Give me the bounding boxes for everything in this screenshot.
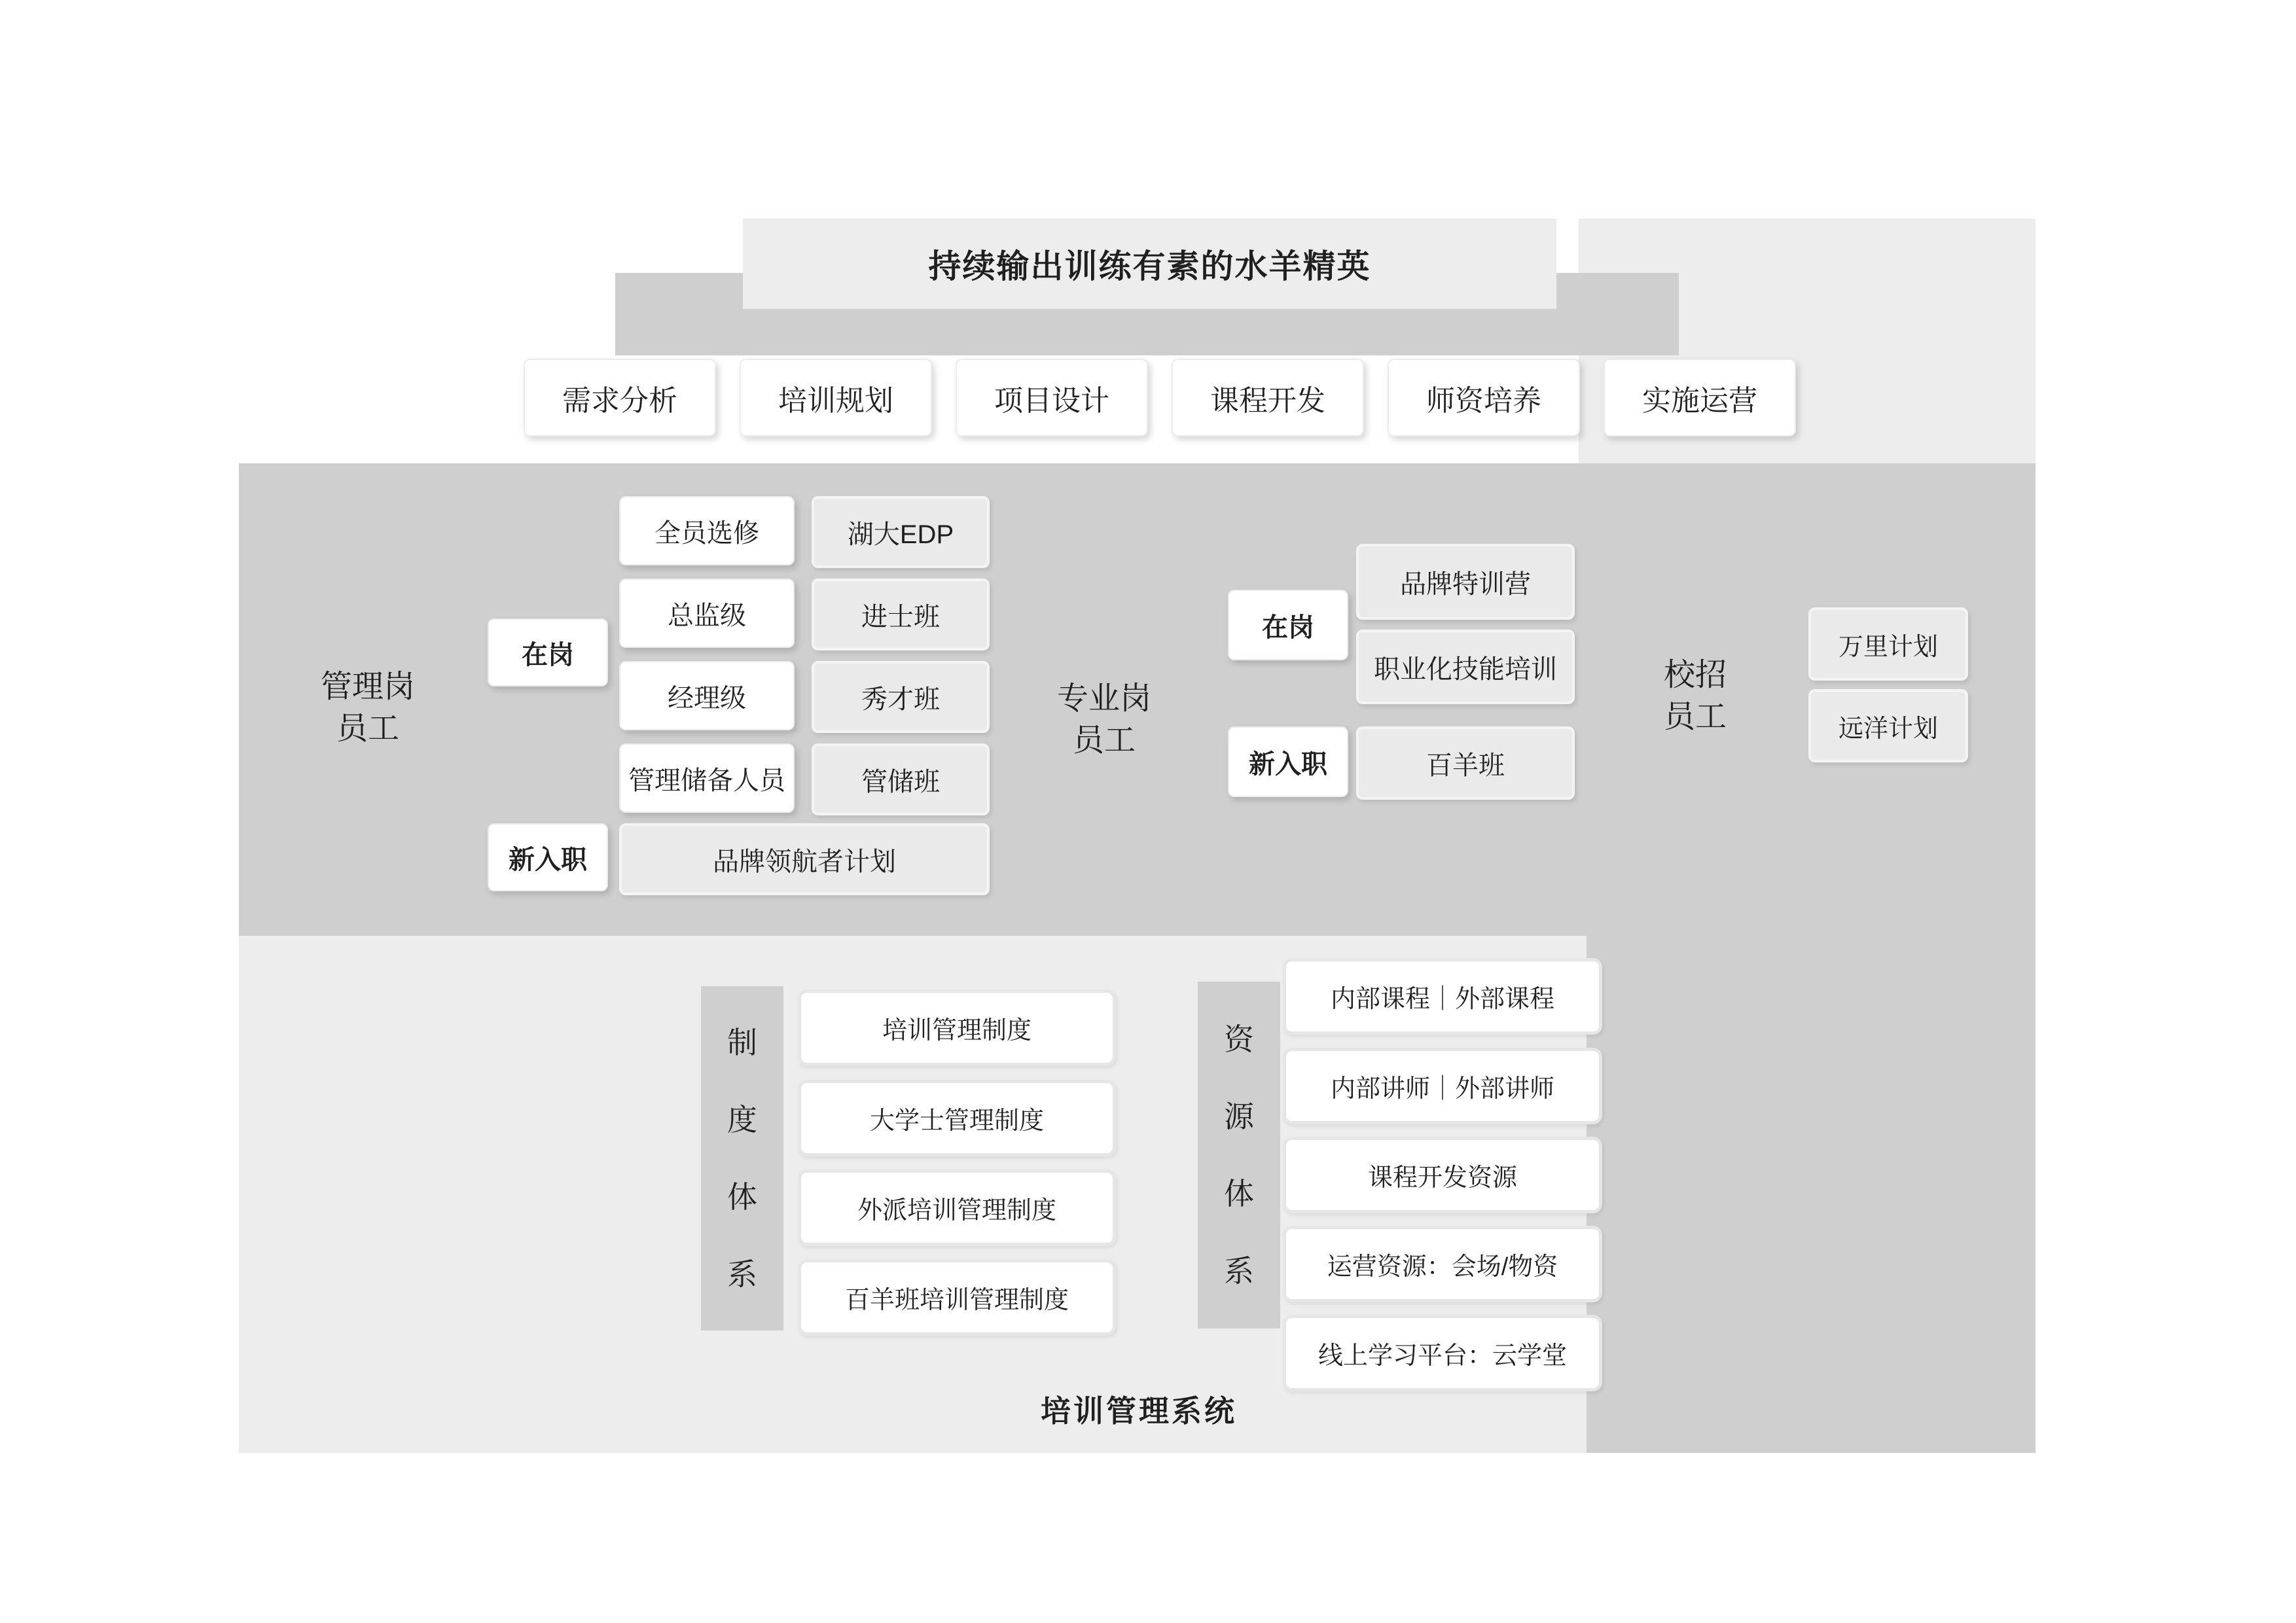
process-step-label: 培训规划 — [778, 384, 893, 417]
campus-label-line2: 员工 — [1663, 700, 1727, 734]
resource-item-label: 运营资源：会场/物资 — [1327, 1253, 1558, 1281]
training-management-system-label — [942, 1389, 1335, 1429]
institution-item-label: 外派培训管理制度 — [857, 1197, 1056, 1224]
professional-skill-training-box — [1356, 630, 1575, 704]
management-level-label: 总监级 — [668, 601, 746, 630]
process-step-operation — [1604, 359, 1796, 437]
campus-label-line1: 校招 — [1663, 658, 1727, 692]
campus-group-label — [1597, 654, 1793, 738]
resource-item-label: 线上学习平台：云学堂 — [1318, 1342, 1567, 1370]
institution-item-label: 百羊班培训管理制度 — [844, 1287, 1069, 1314]
management-class-xiucai — [812, 661, 990, 733]
resource-item-course-dev — [1283, 1137, 1602, 1213]
footer-label: 培训管理系统 — [1041, 1394, 1237, 1428]
management-level-director — [619, 579, 795, 648]
campus-program-wanli-box — [1808, 607, 1968, 681]
professional-group-label — [1006, 677, 1202, 763]
professional-newhire-label: 新入职 — [1249, 749, 1327, 779]
institution-item-external-training-rules — [798, 1169, 1116, 1246]
process-step-label: 需求分析 — [562, 384, 677, 417]
management-class-label: 湖大EDP — [847, 520, 954, 549]
resource-item-courses — [1283, 958, 1602, 1035]
management-class-label: 进士班 — [861, 602, 940, 632]
process-step-trainer — [1388, 359, 1580, 437]
resource-system-label: 资源体系 — [1224, 1022, 1254, 1288]
process-step-demand — [524, 359, 716, 437]
process-step-planning — [740, 359, 932, 437]
process-step-label: 项目设计 — [994, 384, 1109, 417]
process-step-label: 师资培养 — [1426, 384, 1541, 417]
management-newhire-box — [488, 823, 608, 891]
resource-item-label: 内部课程｜外部课程 — [1330, 986, 1554, 1013]
process-step-design — [956, 359, 1148, 437]
resource-item-operation — [1283, 1226, 1602, 1302]
institution-system-bar — [701, 986, 783, 1330]
resource-system-bar — [1198, 982, 1280, 1329]
resource-item-label: 内部讲师｜外部讲师 — [1330, 1075, 1554, 1103]
management-label-line2: 员工 — [336, 711, 399, 746]
professional-onjob-label: 在岗 — [1262, 613, 1314, 642]
management-level-all-staff — [619, 496, 795, 565]
page-title: 持续输出训练有素的水羊精英 — [928, 248, 1371, 285]
professional-brand-camp-box — [1356, 544, 1575, 620]
professional-program-label: 职业化技能培训 — [1374, 654, 1557, 684]
management-class-edp — [812, 496, 990, 568]
management-level-label: 全员选修 — [655, 518, 759, 548]
professional-onjob-box — [1228, 590, 1348, 660]
management-class-jinshi — [812, 579, 990, 651]
campus-program-label: 万里计划 — [1838, 633, 1938, 661]
management-newhire-label: 新入职 — [509, 845, 587, 874]
professional-newhire-program-label: 百羊班 — [1426, 751, 1505, 780]
title-box — [743, 219, 1556, 309]
management-group-label — [270, 665, 466, 751]
management-level-label: 管理储备人员 — [628, 766, 785, 795]
institution-item-label: 大学士管理制度 — [869, 1107, 1044, 1135]
institution-item-daxueshi-rules — [798, 1080, 1116, 1156]
resource-item-label: 课程开发资源 — [1367, 1164, 1517, 1192]
professional-program-label: 品牌特训营 — [1400, 569, 1531, 599]
management-class-guanchu — [812, 743, 990, 815]
institution-item-training-rules — [798, 990, 1116, 1066]
institution-system-label: 制度体系 — [727, 1026, 757, 1291]
professional-label-line2: 员工 — [1072, 723, 1136, 758]
institution-item-label: 培训管理制度 — [882, 1017, 1031, 1044]
management-level-label: 经理级 — [668, 683, 746, 713]
campus-program-label: 远洋计划 — [1838, 715, 1938, 743]
management-label-line1: 管理岗 — [320, 669, 415, 704]
process-step-course-dev — [1172, 359, 1364, 437]
management-level-reserve — [619, 743, 795, 813]
management-class-label: 管储班 — [861, 767, 940, 796]
resource-item-lecturers — [1283, 1048, 1602, 1124]
management-newhire-program-label: 品牌领航者计划 — [713, 847, 896, 876]
process-step-label: 课程开发 — [1210, 384, 1325, 417]
management-onjob-label: 在岗 — [522, 640, 574, 669]
management-newhire-program-box — [619, 823, 990, 895]
professional-label-line1: 专业岗 — [1056, 681, 1151, 716]
management-level-manager — [619, 661, 795, 730]
management-onjob-box — [488, 618, 608, 687]
institution-item-baiyang-rules — [798, 1259, 1116, 1336]
management-class-label: 秀才班 — [861, 685, 940, 714]
professional-newhire-box — [1228, 726, 1348, 797]
campus-program-yuanyang-box — [1808, 689, 1968, 762]
professional-newhire-program-box — [1356, 726, 1575, 800]
process-step-label: 实施运营 — [1642, 384, 1757, 417]
resource-item-online-platform — [1283, 1315, 1602, 1391]
